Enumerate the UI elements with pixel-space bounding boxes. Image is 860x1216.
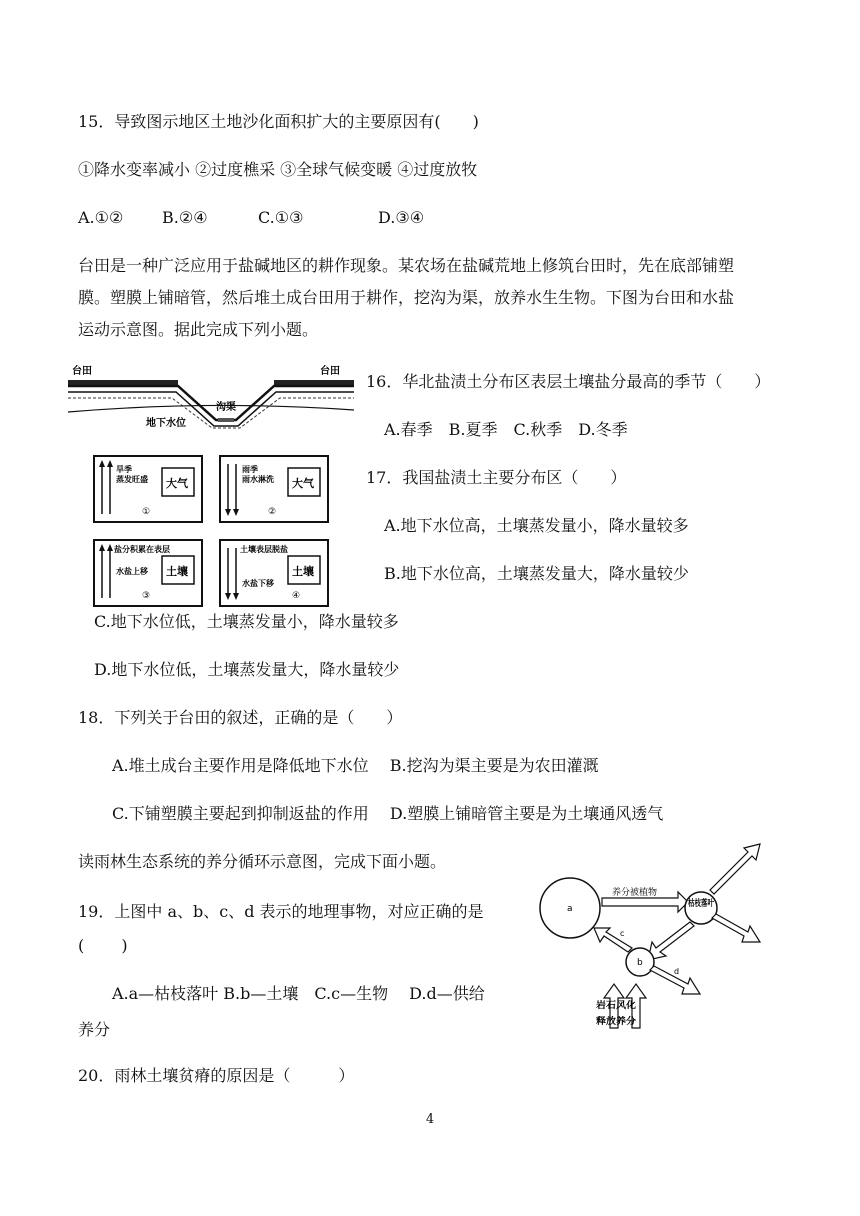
box-3-num: ③ xyxy=(142,591,151,601)
box-3-text-1: 盐分积累在表层 xyxy=(114,545,170,554)
box-2 xyxy=(220,456,328,522)
q15-factors: ①降水变率减小 ②过度樵采 ③全球气候变暖 ④过度放牧 xyxy=(78,160,478,179)
label-water-table: 地下水位 xyxy=(146,418,186,429)
passage1-line-2: 膜。塑膜上铺暗管，然后堆土成台田用于耕作，挖沟为渠，放养水生生物。下图为台田和水盐 xyxy=(78,288,735,307)
box-2-side: 大气 xyxy=(292,477,314,490)
box-1-text-1: 旱季 xyxy=(116,465,132,474)
q17-option-a: A.地下水位高，土壤蒸发量小，降水量较多 xyxy=(384,516,689,535)
box-4-side: 土壤 xyxy=(292,565,314,578)
box-4-num: ④ xyxy=(292,591,301,601)
passage2: 读雨林生态系统的养分循环示意图，完成下面小题。 xyxy=(78,852,447,871)
q15-stem: 15．导致图示地区土地沙化面积扩大的主要原因有( ) xyxy=(78,112,479,131)
q17-stem: 17．我国盐渍土主要分布区（ ） xyxy=(366,468,627,487)
q16-stem: 16．华北盐渍土分布区表层土壤盐分最高的季节（ ） xyxy=(366,372,771,391)
q15-option-a: A.①② xyxy=(78,208,124,227)
box-4-text-2: 水盐下移 xyxy=(242,579,274,588)
water-salt-boxes-figure xyxy=(92,454,332,610)
q17-option-b: B.地下水位高，土壤蒸发量大，降水量较少 xyxy=(384,564,689,583)
q17-option-c: C.地下水位低，土壤蒸发量小，降水量较多 xyxy=(94,612,399,631)
box-3 xyxy=(94,540,202,606)
q19-stem-line-1: 19．上图中 a、b、c、d 表示的地理事物，对应正确的是 xyxy=(78,902,484,921)
page-number: 4 xyxy=(425,1112,435,1127)
label-b: b xyxy=(637,958,643,968)
q15-option-b: B.②④ xyxy=(162,208,208,227)
label-top-arrow: 养分被植物 xyxy=(612,888,658,898)
label-c: c xyxy=(620,929,625,938)
taitian-cross-section-figure xyxy=(66,362,356,442)
box-3-side: 土壤 xyxy=(166,565,188,578)
box-4 xyxy=(220,540,328,606)
label-a: a xyxy=(567,904,573,914)
label-taitian-left: 台田 xyxy=(72,366,92,377)
q18-stem: 18．下列关于台田的叙述，正确的是（ ） xyxy=(78,708,403,727)
label-release: 释放养分 xyxy=(596,1017,633,1027)
box-1-num: ① xyxy=(142,507,151,517)
q19-options-line-2: 养分 xyxy=(78,1020,111,1039)
label-d: d xyxy=(674,967,680,976)
box-1 xyxy=(94,456,202,522)
q18-options-line-1: A.堆土成台主要作用是降低地下水位 B.挖沟为渠主要是为农田灌溉 xyxy=(112,756,599,775)
passage1-line-1: 台田是一种广泛应用于盐碱地区的耕作现象。某农场在盐碱荒地上修筑台田时，先在底部铺塑 xyxy=(78,256,735,275)
q18-options-line-2: C.下铺塑膜主要起到抑制返盐的作用 D.塑膜上铺暗管主要是为土壤通风透气 xyxy=(112,804,664,823)
label-ditch: 沟渠 xyxy=(216,402,236,413)
label-litter: 枯枝落叶 xyxy=(688,899,725,909)
q15-option-d: D.③④ xyxy=(378,208,425,227)
box-2-text-1: 雨季 xyxy=(242,465,258,474)
nutrient-cycle-figure xyxy=(538,838,800,1038)
passage1-line-3: 运动示意图。据此完成下列小题。 xyxy=(78,320,319,339)
label-rock: 岩石风化 xyxy=(596,1001,633,1011)
q15-option-c: C.①③ xyxy=(258,208,304,227)
q19-stem-line-2: ( ) xyxy=(78,936,128,955)
box-4-text-1: 土壤表层脱盐 xyxy=(240,545,288,554)
box-2-text-2: 雨水淋洗 xyxy=(242,475,274,484)
box-1-text-2: 蒸发旺盛 xyxy=(116,475,148,484)
q16-options: A.春季 B.夏季 C.秋季 D.冬季 xyxy=(384,420,628,439)
label-taitian-right: 台田 xyxy=(320,366,340,377)
q17-option-d: D.地下水位低，土壤蒸发量大，降水量较少 xyxy=(94,660,400,679)
q19-options-line-1: A.a—枯枝落叶 B.b—土壤 C.c—生物 D.d—供给 xyxy=(112,984,485,1003)
box-2-num: ② xyxy=(268,507,277,517)
box-3-text-2: 水盐上移 xyxy=(116,567,148,576)
box-1-side: 大气 xyxy=(166,477,188,490)
q20-stem: 20．雨林土壤贫瘠的原因是（ ） xyxy=(78,1066,355,1085)
